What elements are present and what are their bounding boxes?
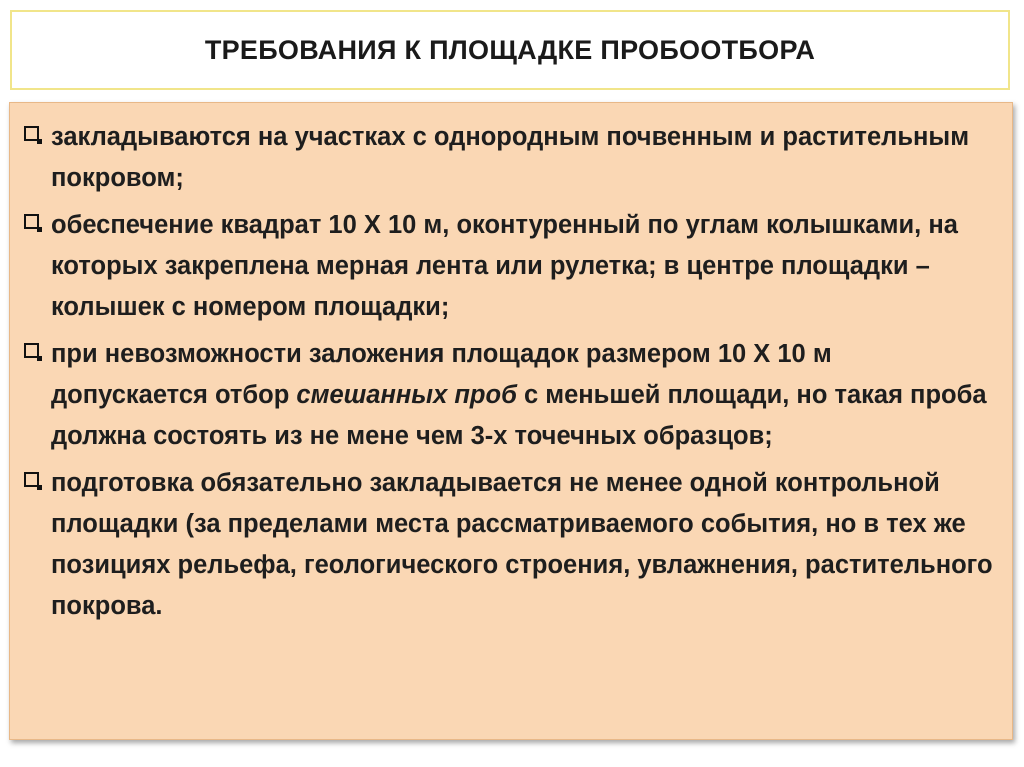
checkbox-square-icon xyxy=(24,214,39,229)
list-item-text-before: при невозможности заложения площадок размером 10 Х 10 м допускается отбор xyxy=(51,340,832,409)
list-item xyxy=(24,334,994,457)
checkbox-square-icon xyxy=(24,343,39,358)
list-item-text: подготовка обязательно закладывается не менее одной контрольной площадки (за пределами места рассматриваемого события, но в тех же позициях рельефа, геологического строения, увлажнения, растительного покрова. xyxy=(51,469,993,620)
checkbox-square-icon xyxy=(24,126,39,141)
title-box xyxy=(10,10,1010,90)
page-title: ТРЕБОВАНИЯ К ПЛОЩАДКЕ ПРОБООТБОРА xyxy=(204,34,816,65)
list-item-text-after: с меньшей площади, но такая проба должна состоять из не мене чем 3-х точечных образцов; xyxy=(51,381,987,450)
checkbox-square-icon xyxy=(24,472,39,487)
list-item xyxy=(24,463,994,627)
content-box xyxy=(9,102,1013,740)
list-item-text-emphasis: смешанных проб xyxy=(296,381,517,409)
list-item-text: закладываются на участках с однородным почвенным и растительным покровом; xyxy=(51,123,970,192)
list-item-text: обеспечение квадрат 10 Х 10 м, оконтуренный по углам колышками, на которых закреплена мерная лента или рулетка; в центре площадки – колышек с номером площадки; xyxy=(51,211,958,321)
list-item xyxy=(24,117,994,199)
list-item xyxy=(24,205,994,328)
list-item-text xyxy=(51,334,994,457)
